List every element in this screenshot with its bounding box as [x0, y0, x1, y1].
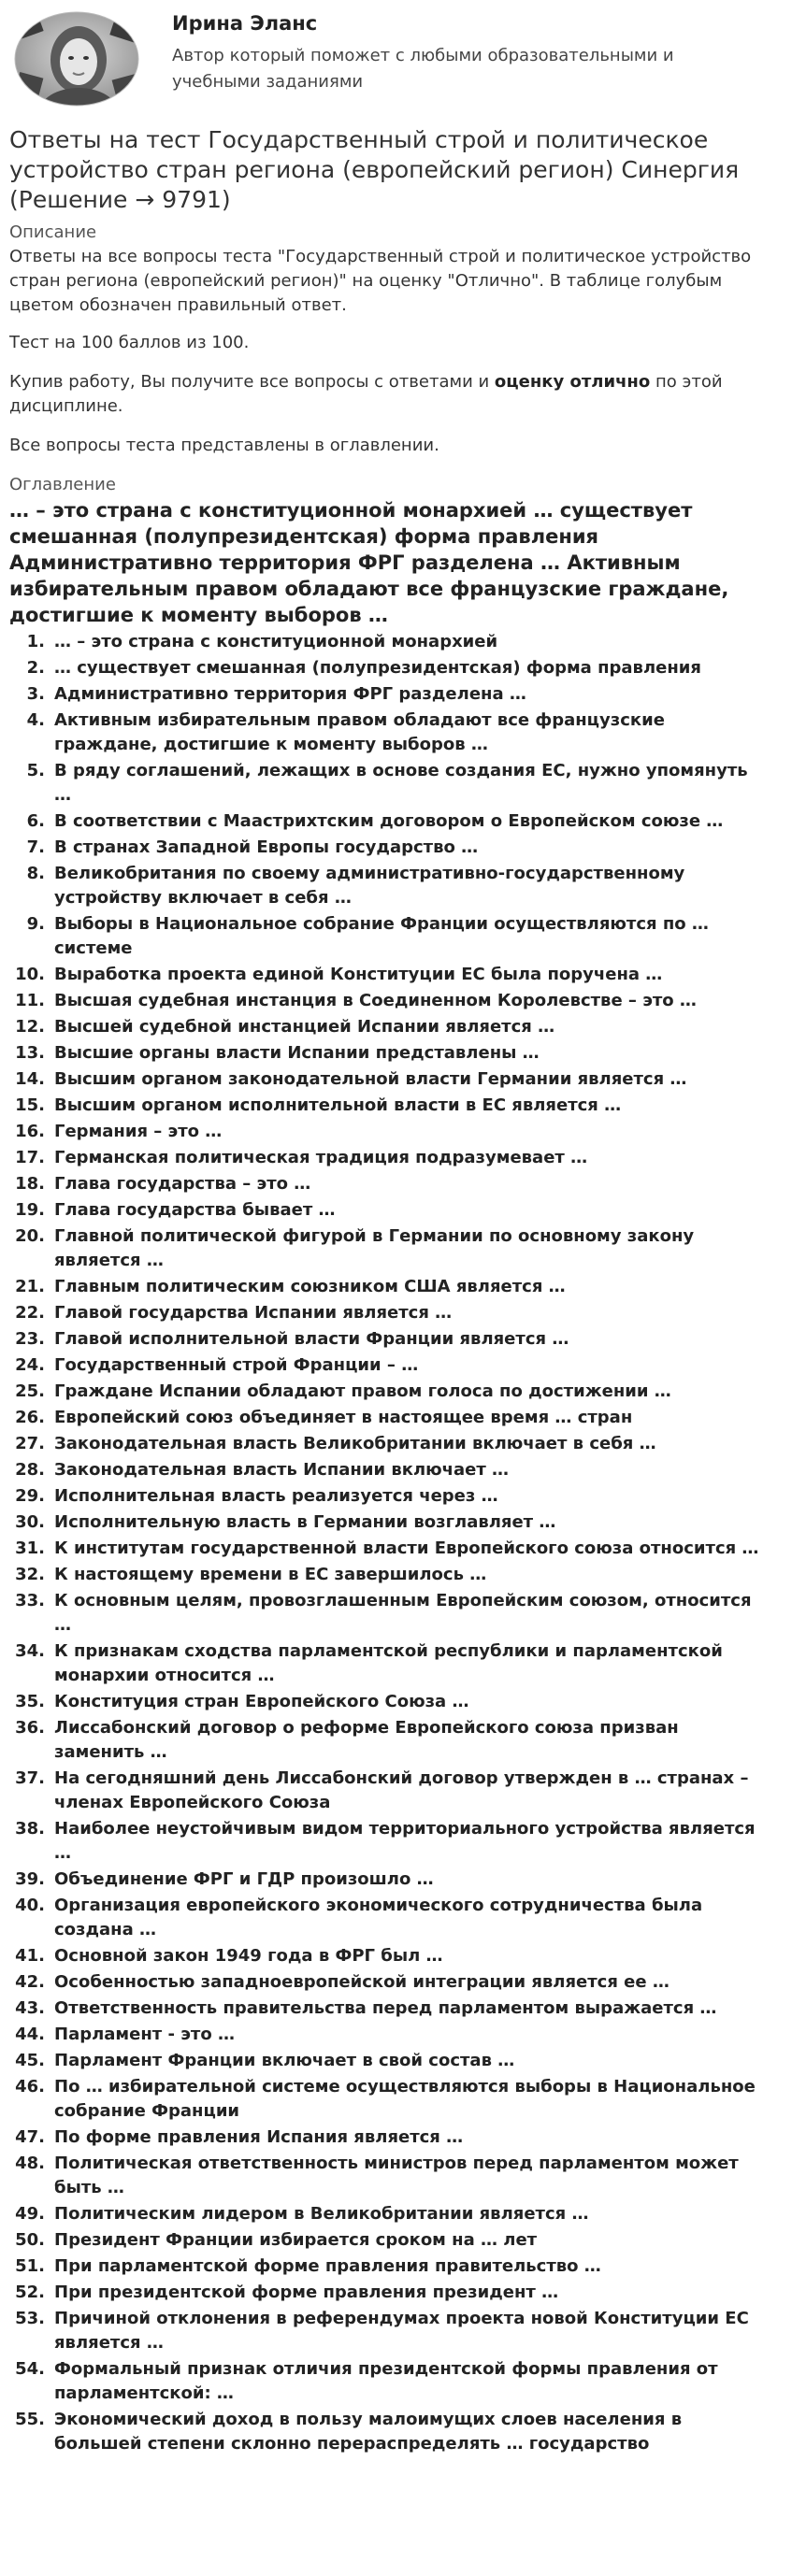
- toc-item-text[interactable]: Активным избирательным правом обладают все французские граждане, достигшие к моменту выборов …: [54, 710, 665, 754]
- toc-item-text[interactable]: Организация европейского экономического сотрудничества была создана …: [54, 1896, 703, 1939]
- toc-item-text[interactable]: Парламент - это …: [54, 2025, 235, 2044]
- toc-item-number: 43.: [15, 1998, 45, 2018]
- toc-item-number: 41.: [15, 1946, 45, 1966]
- toc-item-text[interactable]: Германия – это …: [54, 1122, 223, 1141]
- toc-item[interactable]: [9, 1198, 783, 1224]
- toc-item-number: 55.: [15, 2410, 45, 2429]
- toc-item[interactable]: [9, 836, 783, 862]
- toc-item[interactable]: [9, 656, 783, 682]
- toc-item[interactable]: [9, 1172, 783, 1198]
- toc-item-number: 8.: [26, 864, 45, 883]
- toc-item[interactable]: [9, 1563, 783, 1589]
- avatar-image: [9, 7, 150, 110]
- toc-item-number: 7.: [26, 837, 45, 857]
- toc-item[interactable]: [9, 1458, 783, 1484]
- toc-item-text[interactable]: Выработка проекта единой Конституции ЕС была поручена …: [54, 965, 663, 984]
- table-of-contents: [9, 630, 783, 2458]
- toc-item-number: 54.: [15, 2359, 45, 2379]
- toc-heading[interactable]: … – это страна с конституционной монархией … существует смешанная (полупрезидентская) форма правления Административно территория ФРГ разделена … Активным избирательным правом обладают все французские граждане, достигшие к моменту выборов …: [9, 499, 729, 626]
- toc-item[interactable]: [9, 2408, 783, 2458]
- toc-item-text[interactable]: В ряду соглашений, лежащих в основе создания ЕС, нужно упомянуть …: [54, 761, 748, 805]
- toc-item-number: 36.: [15, 1718, 45, 1738]
- toc-item-text[interactable]: При парламентской форме правления правительство …: [54, 2256, 601, 2276]
- toc-item-number: 10.: [15, 965, 45, 984]
- description-text: Ответы на все вопросы теста "Государственный строй и политическое устройство стран региона (европейский регион)" на оценку "Отлично". В таблице голубым цветом обозначен правильный ответ.: [9, 247, 752, 315]
- toc-item-text[interactable]: На сегодняшний день Лиссабонский договор утвержден в … странах – членах Европейского Союза: [54, 1768, 749, 1812]
- toc-item-number: 38.: [15, 1819, 45, 1839]
- toc-item-number: 5.: [26, 761, 45, 780]
- toc-item[interactable]: [9, 1015, 783, 1041]
- toc-item[interactable]: [9, 1767, 783, 1817]
- toc-item-number: 35.: [15, 1692, 45, 1711]
- toc-item-number: 34.: [15, 1641, 45, 1661]
- toc-item-number: 25.: [15, 1381, 45, 1401]
- toc-item[interactable]: [9, 1484, 783, 1510]
- toc-item[interactable]: [9, 1996, 783, 2023]
- toc-item[interactable]: [9, 1224, 783, 1275]
- toc-item-text[interactable]: Глава государства бывает …: [54, 1200, 336, 1220]
- page-title: Ответы на тест Государственный строй и политическое устройство стран региона (европейский регион) Синергия (Решение → 9791): [9, 126, 740, 213]
- toc-item-number: 29.: [15, 1486, 45, 1506]
- toc-item-number: 53.: [15, 2309, 45, 2328]
- toc-item-text[interactable]: Высшая судебная инстанция в Соединенном Королевстве – это …: [54, 991, 697, 1010]
- toc-item[interactable]: [9, 862, 783, 912]
- toc-item-number: 13.: [15, 1043, 45, 1063]
- toc-item-number: 50.: [15, 2230, 45, 2250]
- toc-item-number: 15.: [15, 1095, 45, 1115]
- toc-item[interactable]: [9, 682, 783, 708]
- toc-item-number: 49.: [15, 2204, 45, 2224]
- toc-item-text[interactable]: … существует смешанная (полупрезидентская) форма правления: [54, 658, 701, 678]
- toc-item-text[interactable]: Государственный строй Франции – …: [54, 1355, 419, 1375]
- toc-item-text[interactable]: Политическая ответственность министров перед парламентом может быть …: [54, 2154, 739, 2197]
- toc-item-text[interactable]: Основной закон 1949 года в ФРГ был …: [54, 1946, 443, 1966]
- toc-item-number: 20.: [15, 1226, 45, 1246]
- toc-item-number: 33.: [15, 1591, 45, 1610]
- toc-item-number: 52.: [15, 2283, 45, 2302]
- toc-item-number: 30.: [15, 1512, 45, 1532]
- toc-label: Оглавление: [9, 475, 116, 494]
- toc-item-text[interactable]: Выборы в Национальное собрание Франции осуществляются по … системе: [54, 914, 709, 958]
- toc-item-text[interactable]: Высшей судебной инстанцией Испании является …: [54, 1017, 555, 1037]
- toc-item-text[interactable]: Политическим лидером в Великобритании является …: [54, 2204, 589, 2224]
- toc-item-number: 12.: [15, 1017, 45, 1037]
- toc-item-number: 37.: [15, 1768, 45, 1788]
- toc-item[interactable]: [9, 1510, 783, 1537]
- toc-item-number: 3.: [26, 684, 45, 704]
- toc-item-text[interactable]: Исполнительная власть реализуется через …: [54, 1486, 498, 1506]
- toc-item-text[interactable]: Наиболее неустойчивым видом территориального устройства является …: [54, 1819, 756, 1863]
- toc-item-number: 51.: [15, 2256, 45, 2276]
- description-label: Описание: [9, 222, 97, 242]
- toc-item-text[interactable]: К настоящему времени в ЕС завершилось …: [54, 1565, 487, 1584]
- toc-item-number: 39.: [15, 1869, 45, 1889]
- toc-item-text[interactable]: Административно территория ФРГ разделена …: [54, 684, 526, 704]
- toc-item[interactable]: [9, 912, 783, 963]
- toc-item[interactable]: [9, 2049, 783, 2075]
- toc-item-text[interactable]: Главой государства Испании является …: [54, 1303, 453, 1323]
- toc-item[interactable]: [9, 1589, 783, 1639]
- toc-item[interactable]: [9, 1380, 783, 1406]
- toc-item-number: 4.: [26, 710, 45, 730]
- toc-item-number: 40.: [15, 1896, 45, 1915]
- toc-item-text[interactable]: Европейский союз объединяет в настоящее время … стран: [54, 1408, 633, 1427]
- toc-item-text[interactable]: Особенностью западноевропейской интеграции является ее …: [54, 1972, 670, 1992]
- toc-item[interactable]: [9, 1432, 783, 1458]
- toc-item-number: 31.: [15, 1538, 45, 1558]
- toc-item-number: 23.: [15, 1329, 45, 1349]
- toc-item-text[interactable]: В странах Западной Европы государство …: [54, 837, 479, 857]
- toc-item-text[interactable]: Высшие органы власти Испании представлены …: [54, 1043, 540, 1063]
- toc-item-number: 21.: [15, 1277, 45, 1296]
- toc-item-text[interactable]: Высшим органом законодательной власти Германии является …: [54, 1069, 687, 1089]
- toc-item-text[interactable]: Законодательная власть Великобритании включает в себя …: [54, 1434, 656, 1453]
- toc-item[interactable]: [9, 630, 783, 656]
- toc-item[interactable]: [9, 1120, 783, 1146]
- toc-item-text[interactable]: Лиссабонский договор о реформе Европейского союза призван заменить …: [54, 1718, 679, 1762]
- toc-item-text[interactable]: Экономический доход в пользу малоимущих слоев населения в большей степени склонно перераспределять … государство: [54, 2410, 683, 2454]
- toc-item[interactable]: [9, 1690, 783, 1716]
- toc-item[interactable]: [9, 1146, 783, 1172]
- toc-item-text[interactable]: Главой исполнительной власти Франции является …: [54, 1329, 569, 1349]
- toc-item[interactable]: [9, 759, 783, 809]
- toc-item-number: 1.: [26, 632, 45, 651]
- toc-item-text[interactable]: Главным политическим союзником США является …: [54, 1277, 566, 1296]
- author-avatar[interactable]: [9, 7, 150, 110]
- toc-item[interactable]: [9, 1275, 783, 1301]
- toc-item[interactable]: [9, 2228, 783, 2254]
- toc-item-text[interactable]: Высшим органом исполнительной власти в ЕС является …: [54, 1095, 622, 1115]
- toc-item[interactable]: [9, 1353, 783, 1380]
- toc-item[interactable]: [9, 1041, 783, 1067]
- toc-item-number: 27.: [15, 1434, 45, 1453]
- toc-item-text[interactable]: Главной политической фигурой в Германии по основному закону является …: [54, 1226, 695, 1270]
- purchase-text-before: Купив работу, Вы получите все вопросы с ответами и: [9, 372, 495, 392]
- toc-item[interactable]: [9, 2254, 783, 2281]
- author-info: [172, 7, 752, 95]
- toc-item-number: 22.: [15, 1303, 45, 1323]
- toc-item-number: 19.: [15, 1200, 45, 1220]
- toc-item-text[interactable]: Граждане Испании обладают правом голоса по достижении …: [54, 1381, 671, 1401]
- toc-item-number: 16.: [15, 1122, 45, 1141]
- toc-item-text[interactable]: В соответствии с Маастрихтским договором о Европейском союзе …: [54, 811, 724, 831]
- toc-item-text[interactable]: Конституция стран Европейского Союза …: [54, 1692, 469, 1711]
- toc-item-text[interactable]: При президентской форме правления президент …: [54, 2283, 559, 2302]
- toc-item[interactable]: [9, 2023, 783, 2049]
- toc-item[interactable]: [9, 2357, 783, 2408]
- toc-item-number: 2.: [26, 658, 45, 678]
- toc-item-number: 24.: [15, 1355, 45, 1375]
- toc-item[interactable]: [9, 989, 783, 1015]
- toc-item-number: 44.: [15, 2025, 45, 2044]
- toc-item-text[interactable]: Формальный признак отличия президентской формы правления от парламентской: …: [54, 2359, 718, 2403]
- purchase-text-after: по этой дисциплине.: [9, 372, 723, 416]
- toc-item-number: 46.: [15, 2077, 45, 2097]
- toc-item[interactable]: [9, 2075, 783, 2125]
- toc-item[interactable]: [9, 1067, 783, 1094]
- toc-item[interactable]: [9, 1944, 783, 1970]
- toc-item[interactable]: [9, 1817, 783, 1868]
- toc-item-number: 9.: [26, 914, 45, 934]
- author-description: Автор который поможет с любыми образовательными и учебными заданиями: [172, 46, 674, 92]
- toc-item-text[interactable]: Германская политическая традиция подразумевает …: [54, 1148, 588, 1167]
- toc-item-number: 32.: [15, 1565, 45, 1584]
- toc-item[interactable]: [9, 1716, 783, 1767]
- toc-item-text[interactable]: Великобритания по своему административно-государственному устройству включает в себя …: [54, 864, 685, 908]
- toc-note: Все вопросы теста представлены в оглавлении.: [9, 436, 439, 455]
- toc-item-text[interactable]: К основным целям, провозглашенным Европейским союзом, относится …: [54, 1591, 752, 1635]
- toc-item-number: 26.: [15, 1408, 45, 1427]
- toc-item-text[interactable]: Причиной отклонения в референдумах проекта новой Конституции ЕС является …: [54, 2309, 749, 2353]
- toc-item[interactable]: [9, 2125, 783, 2152]
- toc-item-text[interactable]: По форме правления Испания является …: [54, 2127, 464, 2147]
- toc-item-text[interactable]: По … избирательной системе осуществляются выборы в Национальное собрание Франции: [54, 2077, 756, 2121]
- toc-item-text[interactable]: Парламент Франции включает в свой состав …: [54, 2051, 515, 2070]
- toc-item[interactable]: [9, 2152, 783, 2202]
- toc-item[interactable]: [9, 708, 783, 759]
- toc-item[interactable]: [9, 2307, 783, 2357]
- author-name[interactable]: Ирина Эланс: [172, 12, 318, 35]
- toc-item[interactable]: [9, 1970, 783, 1996]
- score-text: Тест на 100 баллов из 100.: [9, 333, 250, 352]
- toc-item-text[interactable]: Президент Франции избирается сроком на … лет: [54, 2230, 538, 2250]
- toc-item[interactable]: [9, 809, 783, 836]
- toc-item[interactable]: [9, 1537, 783, 1563]
- toc-item-number: 45.: [15, 2051, 45, 2070]
- author-block: [9, 7, 783, 120]
- toc-item-text[interactable]: Глава государства – это …: [54, 1174, 311, 1194]
- toc-item-text[interactable]: Законодательная власть Испании включает …: [54, 1460, 510, 1480]
- toc-item-number: 28.: [15, 1460, 45, 1480]
- toc-item-text[interactable]: Ответственность правительства перед парламентом выражается …: [54, 1998, 717, 2018]
- toc-item-number: 11.: [15, 991, 45, 1010]
- toc-item[interactable]: [9, 1327, 783, 1353]
- toc-item-text[interactable]: Исполнительную власть в Германии возглавляет …: [54, 1512, 556, 1532]
- toc-item[interactable]: [9, 2281, 783, 2307]
- toc-item-text[interactable]: К признакам сходства парламентской республики и парламентской монархии относится …: [54, 1641, 723, 1685]
- toc-item-number: 18.: [15, 1174, 45, 1194]
- toc-item-number: 47.: [15, 2127, 45, 2147]
- toc-item-number: 48.: [15, 2154, 45, 2173]
- toc-item[interactable]: [9, 1094, 783, 1120]
- toc-item[interactable]: [9, 1639, 783, 1690]
- toc-item[interactable]: [9, 1406, 783, 1432]
- toc-item-number: 42.: [15, 1972, 45, 1992]
- purchase-text-bold: оценку отлично: [494, 372, 651, 392]
- toc-item-number: 14.: [15, 1069, 45, 1089]
- toc-item-text[interactable]: К институтам государственной власти Европейского союза относится …: [54, 1538, 759, 1558]
- toc-item[interactable]: [9, 963, 783, 989]
- toc-item[interactable]: [9, 1301, 783, 1327]
- toc-item-number: 6.: [26, 811, 45, 831]
- toc-item-number: 17.: [15, 1148, 45, 1167]
- purchase-text: [9, 370, 783, 419]
- toc-item[interactable]: [9, 2202, 783, 2228]
- toc-item[interactable]: [9, 1868, 783, 1894]
- toc-item-text[interactable]: … – это страна с конституционной монархией: [54, 632, 498, 651]
- toc-item[interactable]: [9, 1894, 783, 1944]
- toc-item-text[interactable]: Объединение ФРГ и ГДР произошло …: [54, 1869, 434, 1889]
